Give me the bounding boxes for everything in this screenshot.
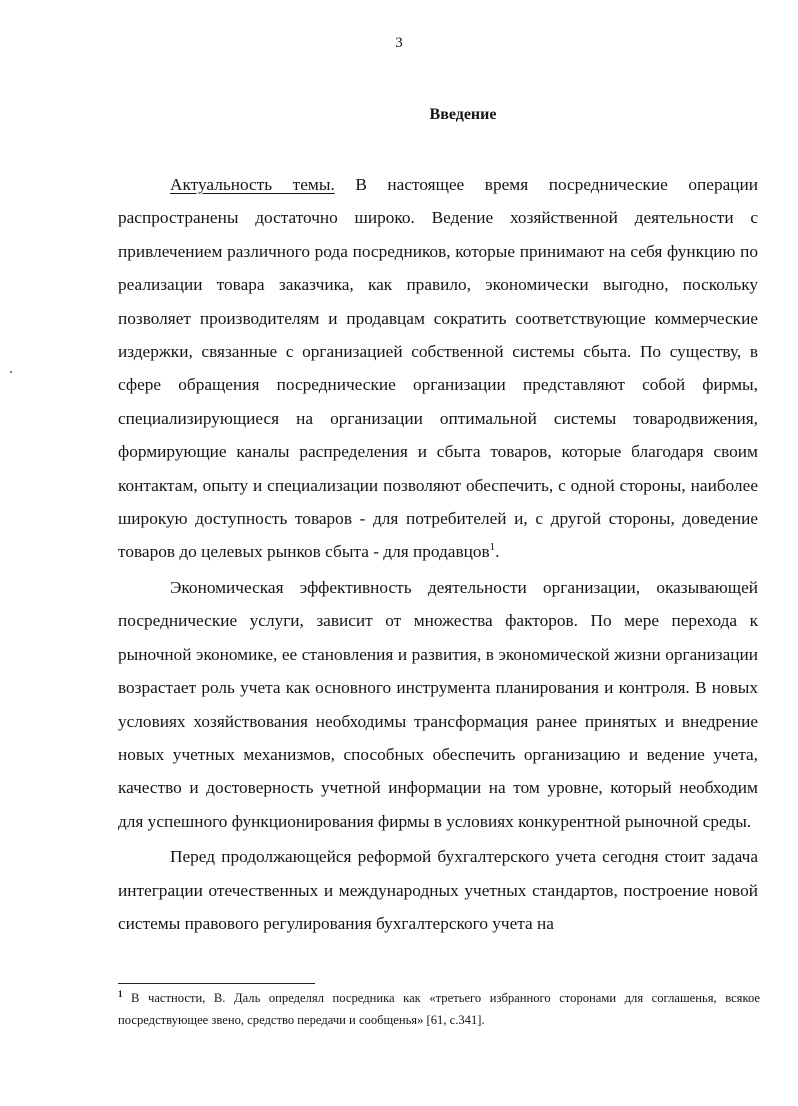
- footnote-marker: 1: [118, 989, 123, 999]
- footnote-reference[interactable]: 1: [489, 541, 496, 554]
- scan-speck: [10, 371, 12, 373]
- footnote-divider: [118, 983, 315, 984]
- footnote: [118, 987, 760, 1031]
- paragraph-1: [118, 168, 758, 569]
- section-title: Введение: [429, 106, 497, 123]
- paragraph-3: Перед продолжающейся реформой бухгалтерского учета сегодня стоит задача интеграции отечественных и международных учетных стандартов, построение новой системы правового регулирования бухгалтерского учета на: [118, 847, 758, 933]
- topic-relevance-label: Актуальность темы.: [170, 175, 335, 194]
- body-text: [118, 168, 758, 942]
- paragraph-1-end: .: [495, 542, 500, 562]
- footnote-text: В частности, В. Даль определял посредника как «третьего избранного сторонами для соглашенья, всякое посредствующее звено, средство передачи и сообщенья» [61, с.341].: [118, 991, 760, 1027]
- paragraph-1-text: В настоящее время посреднические операции распространены достаточно широко. Ведение хозяйственной деятельности с привлечением различного рода посредников, которые принимают на себя функцию по реализации товара заказчика, как правило, экономически выгодно, поскольку позволяет производителям и продавцам сократить соответствующие коммерческие издержки, связанные с организацией собственной системы сбыта. По существу, в сфере обращения посреднические организации представляют собой фирмы, специализирующиеся на организации оптимальной системы товародвижения, формирующие каналы распределения и сбыта товаров, которые благодаря своим контактам, опыту и специализации позволяют обеспечить, с одной стороны, наиболее широкую доступность товаров - для потребителей и, с другой стороны, доведение товаров до целевых рынков сбыта - для продавцов: [118, 175, 758, 562]
- page-number: 3: [395, 35, 403, 51]
- paragraph-2: Экономическая эффективность деятельности организации, оказывающей посреднические услуги, зависит от множества факторов. По мере перехода к рыночной экономике, ее становления и развития, в экономической жизни организации возрастает роль учета как основного инструмента планирования и контроля. В новых условиях хозяйствования необходимы трансформация ранее принятых и внедрение новых учетных механизмов, способных обеспечить организацию и ведение учета, качество и достоверность учетной информации на том уровне, который необходим для успешного функционирования фирмы в условиях конкурентной рыночной среды.: [118, 577, 758, 831]
